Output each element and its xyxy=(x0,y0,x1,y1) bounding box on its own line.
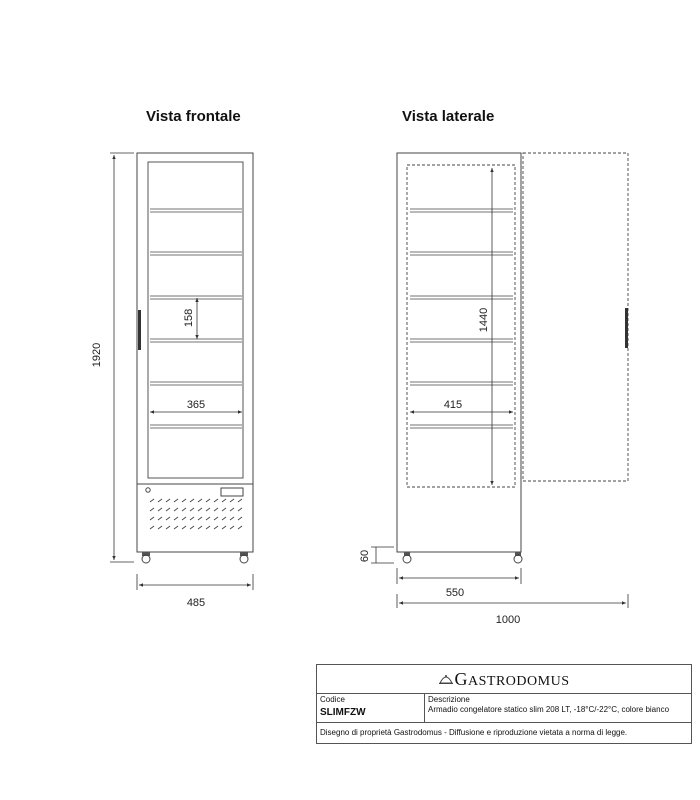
cloche-icon xyxy=(439,673,453,685)
side-inner-volume xyxy=(407,165,515,487)
front-cabinet-outline xyxy=(137,153,253,552)
dim-shelf-spacing: 158 xyxy=(183,308,195,328)
side-cabinet-outline xyxy=(397,153,521,552)
side-door-handle xyxy=(625,308,628,348)
ownership-notice: Disegno di proprietà Gastrodomus - Diffusione e riproduzione vietata a norma di legge. xyxy=(320,728,628,737)
front-wheels xyxy=(142,552,248,563)
code-label: Codice xyxy=(320,695,345,704)
dim-inner-depth: 415 xyxy=(443,399,463,411)
dim-depth-open: 1000 xyxy=(495,614,521,626)
brand-logo xyxy=(317,665,691,694)
dim-feet-height: 60 xyxy=(359,549,371,563)
front-dimensions xyxy=(110,153,253,590)
description-value: Armadio congelatore statico slim 208 LT, -18°C/-22°C, colore bianco xyxy=(428,705,670,714)
description-label: Descrizione xyxy=(428,695,470,704)
side-view-title: Vista laterale xyxy=(402,108,495,125)
side-dimensions xyxy=(371,168,628,608)
side-shelves xyxy=(410,209,513,428)
side-view xyxy=(397,153,628,563)
dim-inner-height: 1440 xyxy=(478,307,490,333)
front-view-title: Vista frontale xyxy=(146,108,241,125)
code-value: SLIMFZW xyxy=(320,707,366,718)
control-display xyxy=(221,488,243,496)
control-knob xyxy=(146,488,150,492)
ventilation-grille xyxy=(150,499,242,529)
front-view xyxy=(137,153,253,563)
title-block xyxy=(316,664,692,744)
dim-height-total: 1920 xyxy=(91,342,103,368)
front-shelves xyxy=(150,209,242,428)
open-door-outline xyxy=(523,153,628,481)
dim-outer-width: 485 xyxy=(186,597,206,609)
dim-inner-width: 365 xyxy=(186,399,206,411)
code-cell xyxy=(317,693,425,722)
description-cell xyxy=(425,693,691,722)
side-wheels xyxy=(403,552,522,563)
brand-name: GASTRODOMUS xyxy=(454,668,570,689)
dim-depth: 550 xyxy=(445,587,465,599)
front-door-handle xyxy=(138,310,141,350)
